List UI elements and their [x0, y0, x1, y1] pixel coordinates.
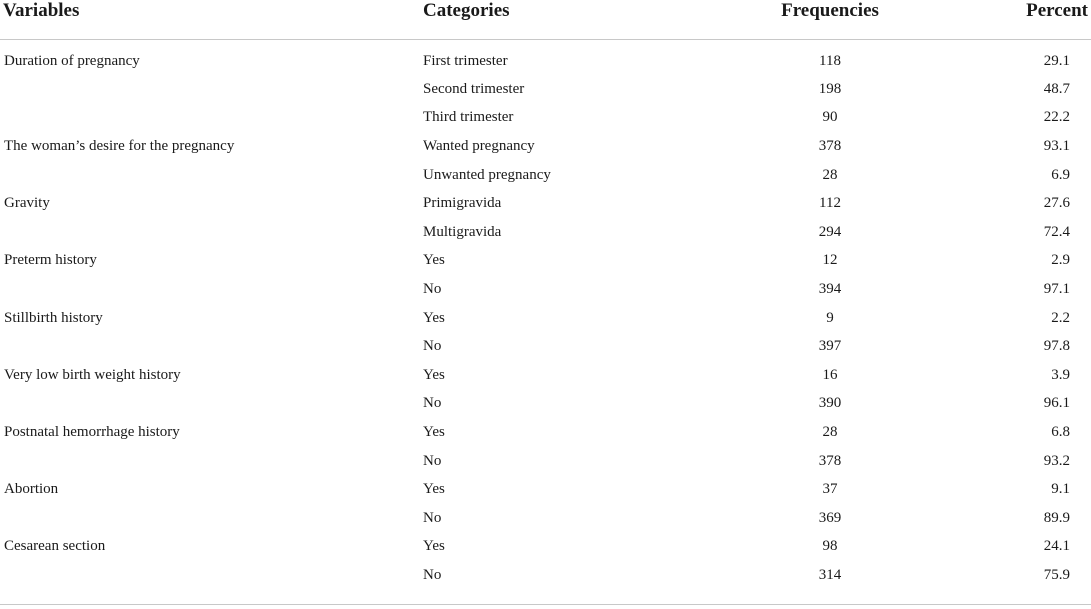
category-cell: First trimester — [423, 53, 508, 69]
percent-cell: 72.4 — [1043, 223, 1070, 240]
category-cell: Third trimester — [423, 109, 514, 126]
percent-cell: 2.2 — [1051, 309, 1070, 326]
variable-cell — [0, 504, 420, 533]
variable-cell: Abortion — [4, 481, 59, 498]
percent-cell: 6.8 — [1051, 423, 1070, 440]
frequency-cell: 9 — [826, 309, 834, 326]
variable-cell: Gravity — [4, 195, 50, 212]
variable-cell: Duration of pregnancy — [4, 53, 140, 69]
percent-cell: 29.1 — [1043, 53, 1070, 69]
frequency-cell: 28 — [822, 423, 838, 440]
table-row — [0, 75, 1091, 104]
category-cell: Primigravida — [423, 195, 502, 212]
variable-cell — [0, 161, 420, 190]
percent-cell: 2.9 — [1051, 252, 1070, 269]
frequency-cell: 16 — [822, 366, 838, 383]
header-frequencies: Frequencies — [705, 0, 905, 40]
percent-cell: 93.1 — [1043, 137, 1070, 154]
variable-cell: The woman’s desire for the pregnancy — [4, 137, 235, 154]
variable-cell — [0, 218, 420, 247]
table-row — [0, 304, 1091, 333]
frequency-cell: 90 — [822, 109, 838, 126]
category-cell: No — [423, 338, 442, 355]
frequency-cell: 294 — [818, 223, 842, 240]
variable-cell — [0, 75, 420, 104]
variable-cell: Postnatal hemorrhage history — [4, 423, 180, 440]
table-bottom-rule — [0, 604, 1091, 605]
category-cell: Yes — [423, 481, 445, 498]
percent-cell: 24.1 — [1043, 538, 1070, 555]
frequency-cell: 378 — [818, 452, 842, 469]
frequency-cell: 314 — [818, 566, 842, 583]
variable-cell — [0, 561, 420, 590]
percent-cell: 48.7 — [1043, 80, 1070, 97]
frequency-cell: 28 — [822, 166, 838, 183]
category-cell: Wanted pregnancy — [423, 137, 535, 154]
table-row — [0, 189, 1091, 218]
variable-cell: Cesarean section — [4, 538, 106, 555]
category-cell: Yes — [423, 538, 445, 555]
category-cell: No — [423, 452, 442, 469]
variable-cell: Stillbirth history — [4, 309, 103, 326]
table-header — [0, 0, 1091, 40]
category-cell: No — [423, 566, 442, 583]
table-row — [0, 104, 1091, 133]
table-row — [0, 475, 1091, 504]
table-row — [0, 332, 1091, 361]
frequency-cell: 397 — [818, 338, 842, 355]
table-row — [0, 161, 1091, 190]
frequency-cell: 378 — [818, 137, 842, 154]
table-row — [0, 561, 1091, 590]
header-variables: Variables — [0, 0, 420, 40]
table-row — [0, 40, 1091, 76]
percent-cell: 89.9 — [1043, 509, 1070, 526]
header-percent: Percent — [905, 0, 1091, 40]
category-cell: Multigravida — [423, 223, 502, 240]
percent-cell: 22.2 — [1043, 109, 1070, 126]
variable-cell — [0, 447, 420, 476]
percent-cell: 97.8 — [1043, 338, 1070, 355]
category-cell: No — [423, 280, 442, 297]
table-row — [0, 418, 1091, 447]
frequency-cell: 369 — [818, 509, 842, 526]
percent-cell: 27.6 — [1043, 195, 1070, 212]
frequency-cell: 118 — [819, 53, 841, 69]
frequency-cell: 198 — [818, 80, 842, 97]
variable-cell: Very low birth weight history — [4, 366, 181, 383]
table-row — [0, 533, 1091, 562]
table-row — [0, 361, 1091, 390]
variable-cell — [0, 104, 420, 133]
table-row — [0, 504, 1091, 533]
percent-cell: 93.2 — [1043, 452, 1070, 469]
category-cell: No — [423, 509, 442, 526]
table-row — [0, 275, 1091, 304]
category-cell: Yes — [423, 252, 445, 269]
category-cell: Second trimester — [423, 80, 525, 97]
variable-cell — [0, 390, 420, 419]
header-row — [0, 0, 1091, 40]
percent-cell: 9.1 — [1051, 481, 1070, 498]
variable-cell: Preterm history — [4, 252, 97, 269]
percent-cell: 97.1 — [1043, 280, 1070, 297]
frequency-cell: 112 — [819, 195, 841, 212]
percent-cell: 3.9 — [1051, 366, 1070, 383]
category-cell: Yes — [423, 366, 445, 383]
variable-cell — [0, 275, 420, 304]
variable-cell — [0, 332, 420, 361]
category-cell: Yes — [423, 309, 445, 326]
frequency-cell: 37 — [822, 481, 838, 498]
percent-cell: 96.1 — [1043, 395, 1070, 412]
header-categories: Categories — [420, 0, 705, 40]
table-row — [0, 390, 1091, 419]
frequency-cell: 394 — [818, 280, 842, 297]
frequency-cell: 12 — [822, 252, 838, 269]
percent-cell: 75.9 — [1043, 566, 1070, 583]
table-row — [0, 132, 1091, 161]
percent-cell: 6.9 — [1051, 166, 1070, 183]
frequency-cell: 98 — [822, 538, 838, 555]
category-cell: Yes — [423, 423, 445, 440]
table-row — [0, 218, 1091, 247]
table-row — [0, 247, 1091, 276]
category-cell: Unwanted pregnancy — [423, 166, 551, 183]
frequency-cell: 390 — [818, 395, 842, 412]
category-cell: No — [423, 395, 442, 412]
table-row — [0, 447, 1091, 476]
table-body — [0, 40, 1091, 590]
